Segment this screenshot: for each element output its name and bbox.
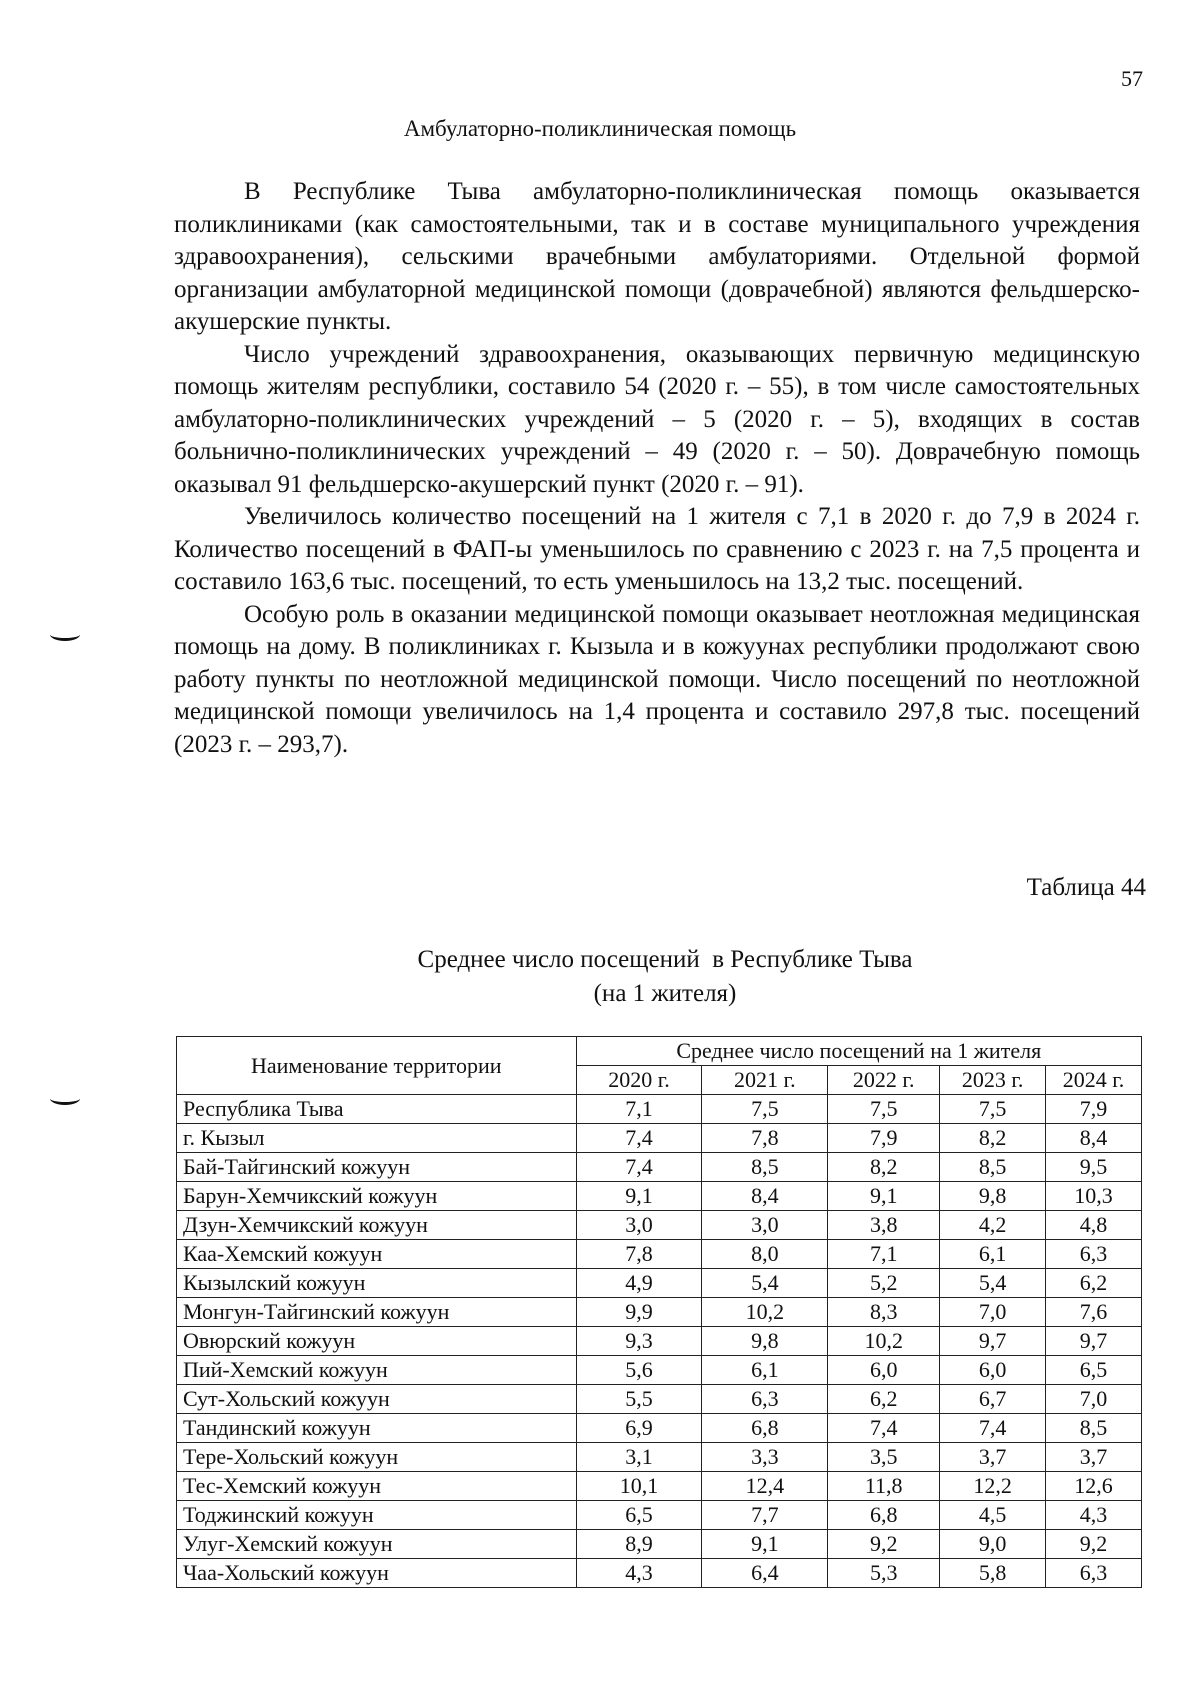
- visits-value-cell: 8,9: [576, 1530, 702, 1559]
- visits-value-cell: 4,3: [1046, 1501, 1142, 1530]
- visits-value-cell: 5,8: [940, 1559, 1046, 1588]
- visits-value-cell: 7,4: [940, 1414, 1046, 1443]
- visits-value-cell: 10,3: [1046, 1182, 1142, 1211]
- visits-value-cell: 9,2: [1046, 1530, 1142, 1559]
- visits-value-cell: 4,8: [1046, 1211, 1142, 1240]
- territory-name-cell: Кызылский кожуун: [177, 1269, 577, 1298]
- table-row: [177, 1124, 1142, 1153]
- table-header-row-1: [177, 1037, 1142, 1066]
- visits-value-cell: 6,3: [1046, 1559, 1142, 1588]
- visits-value-cell: 9,5: [1046, 1153, 1142, 1182]
- territory-name-cell: Овюрский кожуун: [177, 1327, 577, 1356]
- visits-value-cell: 7,8: [576, 1240, 702, 1269]
- visits-value-cell: 8,4: [702, 1182, 828, 1211]
- visits-value-cell: 6,0: [940, 1356, 1046, 1385]
- visits-value-cell: 7,6: [1046, 1298, 1142, 1327]
- table-row: [177, 1153, 1142, 1182]
- visits-value-cell: 9,0: [940, 1530, 1046, 1559]
- territory-name-cell: Бай-Тайгинский кожуун: [177, 1153, 577, 1182]
- visits-value-cell: 9,1: [828, 1182, 940, 1211]
- visits-value-cell: 10,2: [702, 1298, 828, 1327]
- table-title-line-2: (на 1 жителя): [593, 980, 737, 1007]
- visits-value-cell: 6,9: [576, 1414, 702, 1443]
- visits-value-cell: 3,7: [940, 1443, 1046, 1472]
- visits-value-cell: 6,3: [702, 1385, 828, 1414]
- visits-value-cell: 6,1: [702, 1356, 828, 1385]
- visits-value-cell: 12,4: [702, 1472, 828, 1501]
- visits-value-cell: 6,5: [1046, 1356, 1142, 1385]
- visits-value-cell: 3,8: [828, 1211, 940, 1240]
- table-row: [177, 1240, 1142, 1269]
- visits-value-cell: 7,4: [576, 1153, 702, 1182]
- visits-value-cell: 4,2: [940, 1211, 1046, 1240]
- territory-name-cell: Тере-Хольский кожуун: [177, 1443, 577, 1472]
- table-row: [177, 1211, 1142, 1240]
- table-row: [177, 1298, 1142, 1327]
- visits-value-cell: 7,9: [1046, 1095, 1142, 1124]
- territory-name-cell: Сут-Хольский кожуун: [177, 1385, 577, 1414]
- territory-name-cell: Улуг-Хемский кожуун: [177, 1530, 577, 1559]
- visits-value-cell: 7,5: [828, 1095, 940, 1124]
- territory-name-cell: Пий-Хемский кожуун: [177, 1356, 577, 1385]
- visits-value-cell: 6,8: [702, 1414, 828, 1443]
- visits-value-cell: 5,6: [576, 1356, 702, 1385]
- territory-name-cell: Барун-Хемчикский кожуун: [177, 1182, 577, 1211]
- header-year-2024: 2024 г.: [1046, 1066, 1142, 1095]
- visits-value-cell: 6,7: [940, 1385, 1046, 1414]
- visits-value-cell: 9,2: [828, 1530, 940, 1559]
- table-label: Таблица 44: [1026, 874, 1146, 901]
- visits-value-cell: 3,5: [828, 1443, 940, 1472]
- visits-value-cell: 8,4: [1046, 1124, 1142, 1153]
- territory-name-cell: Чаа-Хольский кожуун: [177, 1559, 577, 1588]
- visits-value-cell: 5,3: [828, 1559, 940, 1588]
- table-row: [177, 1269, 1142, 1298]
- visits-value-cell: 11,8: [828, 1472, 940, 1501]
- visits-value-cell: 7,5: [702, 1095, 828, 1124]
- visits-value-cell: 5,2: [828, 1269, 940, 1298]
- visits-value-cell: 8,5: [940, 1153, 1046, 1182]
- table-row: [177, 1530, 1142, 1559]
- visits-value-cell: 6,1: [940, 1240, 1046, 1269]
- visits-value-cell: 3,0: [576, 1211, 702, 1240]
- visits-value-cell: 10,2: [828, 1327, 940, 1356]
- paragraph-4: Особую роль в оказании медицинской помощи оказывает неотложная медицинская помощь на дому. В поликлиниках г. Кызыла и в кожуунах республики продолжают свою работу пункты по неотложной медицинской помощи. Число посещений по неотложной медицинской помощи увеличилось на 1,4 процента и составило 297,8 тыс. посещений (2023 г. – 293,7).: [174, 600, 1140, 758]
- visits-value-cell: 8,5: [702, 1153, 828, 1182]
- visits-value-cell: 8,2: [940, 1124, 1046, 1153]
- visits-value-cell: 9,9: [576, 1298, 702, 1327]
- visits-value-cell: 8,3: [828, 1298, 940, 1327]
- visits-value-cell: 6,8: [828, 1501, 940, 1530]
- header-year-2022: 2022 г.: [828, 1066, 940, 1095]
- table-title: [0, 943, 1200, 1011]
- visits-value-cell: 5,5: [576, 1385, 702, 1414]
- header-year-2023: 2023 г.: [940, 1066, 1046, 1095]
- visits-value-cell: 3,7: [1046, 1443, 1142, 1472]
- visits-value-cell: 6,3: [1046, 1240, 1142, 1269]
- visits-value-cell: 9,3: [576, 1327, 702, 1356]
- territory-name-cell: Тандинский кожуун: [177, 1414, 577, 1443]
- visits-value-cell: 7,0: [940, 1298, 1046, 1327]
- visits-value-cell: 7,4: [576, 1124, 702, 1153]
- table-row: [177, 1472, 1142, 1501]
- header-territory-name: Наименование территории: [177, 1037, 577, 1095]
- visits-value-cell: 7,8: [702, 1124, 828, 1153]
- visits-value-cell: 4,5: [940, 1501, 1046, 1530]
- visits-value-cell: 4,9: [576, 1269, 702, 1298]
- header-average-visits: Среднее число посещений на 1 жителя: [576, 1037, 1141, 1066]
- territory-name-cell: Каа-Хемский кожуун: [177, 1240, 577, 1269]
- visits-value-cell: 3,1: [576, 1443, 702, 1472]
- table-row: [177, 1356, 1142, 1385]
- visits-value-cell: 3,3: [702, 1443, 828, 1472]
- visits-value-cell: 6,4: [702, 1559, 828, 1588]
- territory-name-cell: Республика Тыва: [177, 1095, 577, 1124]
- table-title-line-1: Среднее число посещений в Республике Тыва: [417, 946, 913, 973]
- visits-value-cell: 7,1: [576, 1095, 702, 1124]
- visits-value-cell: 7,1: [828, 1240, 940, 1269]
- visits-value-cell: 6,0: [828, 1356, 940, 1385]
- visits-value-cell: 7,0: [1046, 1385, 1142, 1414]
- visits-value-cell: 8,0: [702, 1240, 828, 1269]
- visits-value-cell: 10,1: [576, 1472, 702, 1501]
- visits-value-cell: 7,5: [940, 1095, 1046, 1124]
- section-title: Амбулаторно-поликлиническая помощь: [403, 116, 797, 141]
- visits-value-cell: 6,5: [576, 1501, 702, 1530]
- visits-value-cell: 9,7: [1046, 1327, 1142, 1356]
- visits-value-cell: 9,1: [702, 1530, 828, 1559]
- visits-value-cell: 9,8: [702, 1327, 828, 1356]
- visits-value-cell: 7,9: [828, 1124, 940, 1153]
- visits-value-cell: 8,2: [828, 1153, 940, 1182]
- scan-artifact: [50, 1092, 80, 1105]
- visits-table: [176, 1036, 1142, 1588]
- territory-name-cell: Монгун-Тайгинский кожуун: [177, 1298, 577, 1327]
- table-row: [177, 1327, 1142, 1356]
- table-row: [177, 1385, 1142, 1414]
- territory-name-cell: Тоджинский кожуун: [177, 1501, 577, 1530]
- table-row: [177, 1443, 1142, 1472]
- scan-artifact: [50, 628, 80, 641]
- visits-value-cell: 5,4: [702, 1269, 828, 1298]
- table-row: [177, 1501, 1142, 1530]
- visits-value-cell: 9,8: [940, 1182, 1046, 1211]
- territory-name-cell: г. Кызыл: [177, 1124, 577, 1153]
- visits-value-cell: 8,5: [1046, 1414, 1142, 1443]
- table-row: [177, 1095, 1142, 1124]
- visits-value-cell: 12,2: [940, 1472, 1046, 1501]
- page-number: 57: [1121, 66, 1143, 91]
- body-text: [174, 176, 1140, 761]
- paragraph-2: Число учреждений здравоохранения, оказывающих первичную медицинскую помощь жителям республики, составило 54 (2020 г. – 55), в том числе самостоятельных амбулаторно-поликлинических учреждений – 5 (2020 г. – 5), входящих в состав больнично-поликлинических учреждений – 49 (2020 г. – 50). Доврачебную помощь оказывал 91 фельдшерско-акушерский пункт (2020 г. – 91).: [174, 340, 1140, 498]
- header-year-2020: 2020 г.: [576, 1066, 702, 1095]
- paragraph-3: Увеличилось количество посещений на 1 жителя с 7,1 в 2020 г. до 7,9 в 2024 г. Количество посещений в ФАП-ы уменьшилось по сравнению с 2023 г. на 7,5 процента и составило 163,6 тыс. посещений, то есть уменьшилось на 13,2 тыс. посещений.: [174, 503, 1140, 595]
- visits-value-cell: 3,0: [702, 1211, 828, 1240]
- paragraph-1: В Республике Тыва амбулаторно-поликлиническая помощь оказывается поликлиниками (как самостоятельными, так и в составе муниципального учреждения здравоохранения), сельскими врачебными амбулаториями. Отдельной формой организации амбулаторной медицинской помощи (доврачебной) являются фельдшерско-акушерские пункты.: [174, 178, 1140, 335]
- header-year-2021: 2021 г.: [702, 1066, 828, 1095]
- visits-value-cell: 9,1: [576, 1182, 702, 1211]
- visits-value-cell: 12,6: [1046, 1472, 1142, 1501]
- visits-value-cell: 9,7: [940, 1327, 1046, 1356]
- visits-value-cell: 7,7: [702, 1501, 828, 1530]
- territory-name-cell: Дзун-Хемчикский кожуун: [177, 1211, 577, 1240]
- visits-value-cell: 5,4: [940, 1269, 1046, 1298]
- visits-value-cell: 6,2: [828, 1385, 940, 1414]
- table-row: [177, 1559, 1142, 1588]
- territory-name-cell: Тес-Хемский кожуун: [177, 1472, 577, 1501]
- table-row: [177, 1414, 1142, 1443]
- visits-value-cell: 6,2: [1046, 1269, 1142, 1298]
- visits-value-cell: 4,3: [576, 1559, 702, 1588]
- visits-value-cell: 7,4: [828, 1414, 940, 1443]
- table-row: [177, 1182, 1142, 1211]
